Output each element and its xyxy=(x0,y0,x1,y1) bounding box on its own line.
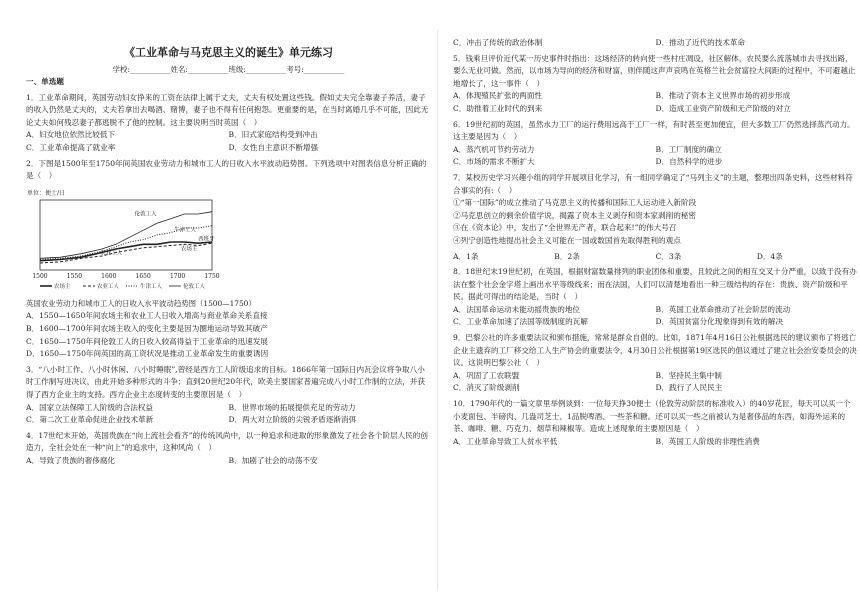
question-block xyxy=(26,430,431,468)
answer-option: D．1650—1750年间英国的高工资状况是推动工业革命发生的重要诱因 xyxy=(26,349,269,359)
answer-option: ④列宁创造性地提出社会主义可能在一国或数国首先取得胜利的观点 xyxy=(453,235,681,245)
answer-option: C．3条 xyxy=(655,251,682,261)
chart-annotation: 农业工人 xyxy=(100,250,123,257)
question-block xyxy=(453,251,858,264)
legend-entry: 农场主 xyxy=(54,283,71,290)
question-block xyxy=(453,53,858,116)
options-group xyxy=(453,251,858,264)
answer-option: D．践行了人民民主 xyxy=(655,383,723,393)
question-stem: 2．下图是1500年至1750年间英国农业劳动力和城市工人的日收入水平波动趋势图。下列选项中对图表信息分析正确的是（ ） xyxy=(26,158,427,181)
options-group xyxy=(453,436,858,449)
question-stem: 3．“八小时工作、八小时休闲、八小时睡眠”,曾经是西方工人阶级追求的目标。1866年第一国际日内瓦会议将争取八小时工作制写进决议，由此开始多种形式的斗争；直到20世纪20年代，欧美主要国家普遍完成八小时工作制的立法，并获得了西方企业主的支持。西方企业主态度转变的主要原因是（ ） xyxy=(26,364,426,399)
answer-option: A．1条 xyxy=(453,251,479,261)
answer-option: C．工业革命提高了就业率 xyxy=(26,142,116,152)
answer-option: B．2条 xyxy=(554,251,580,261)
answer-option: C．第二次工业革命促进企业技术革新 xyxy=(26,415,154,425)
answer-option: D．推动了近代的技术革命 xyxy=(655,38,746,47)
question-stem: 6．19世纪初的英国，虽然水力工厂的运行费用远高于工厂一样，有时甚至更加便宜，但大多数工厂仍然选择蒸汽动力。这主要是因为（ ） xyxy=(453,119,855,142)
answer-option: C．市场的需求不断扩大 xyxy=(453,157,535,167)
answer-option: A．妇女地位依然比较低下 xyxy=(26,130,116,140)
answer-option: C．消灭了阶级剥削 xyxy=(453,383,520,393)
column-divider xyxy=(437,30,438,590)
answer-option: C．1650—1750年间伦敦工人的日收入较高得益于工业革命的迅速发展 xyxy=(26,336,268,346)
answer-option: C．冲击了传统的政治体制 xyxy=(453,38,543,47)
options-group xyxy=(26,402,431,427)
right-column xyxy=(453,0,858,448)
chart-annotation: 伦敦工人 xyxy=(134,211,157,218)
legend-entry: 农业工人 xyxy=(97,283,120,290)
x-tick-label: 1700 xyxy=(169,272,186,280)
answer-option: D．两大对立阶级的尖锐矛盾逐渐消弭 xyxy=(228,415,357,425)
answer-option: A．法国革命运动未能动摇贵族的地位 xyxy=(453,304,580,314)
chart-annotation: 农场主 xyxy=(181,246,198,253)
student-info-line: 学校:___________姓名:___________班级:___________考号:___________ xyxy=(112,65,345,74)
options-group xyxy=(453,304,858,329)
answer-option: A．体现殖民扩张的两面性 xyxy=(453,91,543,101)
answer-option: B．旧式家庭结构受到冲击 xyxy=(228,130,318,140)
legend-entry: 伦敦工人 xyxy=(183,283,206,290)
x-tick-label: 1550 xyxy=(66,272,83,280)
answer-option: B．英国工人阶级的非理性消费 xyxy=(655,436,760,446)
chart-annotation: 西班牙 xyxy=(198,236,215,243)
answer-option: D．英国贫富分化现象得到有效的解决 xyxy=(655,317,784,327)
options-group xyxy=(453,37,858,50)
answer-option: B．英国工业革命推动了社会阶层的流动 xyxy=(655,304,791,314)
answer-option: A．蒸汽机可节约劳动力 xyxy=(453,144,535,154)
answer-option: B．加剧了社会的动荡不安 xyxy=(228,455,318,465)
chart-annotation: 牛津工人 xyxy=(174,227,197,234)
answer-option: A．国家立法保障工人阶级的合法权益 xyxy=(26,402,153,412)
question-block xyxy=(453,266,858,329)
options-group xyxy=(453,370,858,395)
question-stem: 9．巴黎公社的许多重要法议和颁布措施，常常是群众自倡的。比如，1871年4月16日公社根据选民的建议颁布了将逃亡企业主遗弃的工厂移交给工人生产协会的重要法令，4月30日公社根据第19区选民的倡议通过了建立社会治安委员会的决议。这说明巴黎公社（ ） xyxy=(453,333,857,368)
options-group xyxy=(453,197,858,247)
section-heading: 一、单选题 xyxy=(26,77,64,86)
question-block xyxy=(453,398,858,448)
question-stem: 1．工业革命期间，英国劳动妇女挣来的工资在法律上属于丈夫，丈夫有权处置这些钱。假如丈夫完全靠妻子养活，妻子的收入仍然是丈夫的，丈夫若拿出去喝酒、赌博，妻子也不得有任何抱怨。更重要的是，在当时离婚几乎不可能，因此无论丈夫如何残忍妻子都逃脱不了他的控制。这主要说明当时英国（ ） xyxy=(26,92,429,127)
options-group xyxy=(453,90,858,115)
answer-option: A．1550—1650年间农场主和农业工人日收入增高与商业革命关系直接 xyxy=(26,311,268,321)
x-tick-label: 1500 xyxy=(32,272,48,280)
chart-y-label: 单位：便士/日 xyxy=(27,189,66,197)
x-tick-label: 1600 xyxy=(101,272,117,280)
answer-option: ①“第一国际”的成立推动了马克思主义的传播和国际工人运动进入新阶段 xyxy=(453,198,697,208)
answer-option: C．工业革命加速了法国等级制度的瓦解 xyxy=(453,317,588,327)
question-block xyxy=(26,92,431,155)
page-title: 《工业革命与马克思主义的诞生》单元练习 xyxy=(124,46,333,59)
income-trend-chart xyxy=(26,186,220,296)
answer-option: D．造成工业资产阶级和无产阶级的对立 xyxy=(655,103,791,113)
left-question-list xyxy=(26,92,431,468)
question-block xyxy=(453,332,858,395)
question-block xyxy=(26,158,431,361)
chart-caption: 英国农业劳动力和城市工人的日收入水平波动趋势图（1500—1750） xyxy=(26,298,256,308)
answer-option: ②马克思创立的剩余价值学说，揭露了资本主义剥夺和资本家剥削的秘密 xyxy=(453,210,696,220)
answer-option: A．巩固了工农联盟 xyxy=(453,370,520,380)
answer-option: D．自然科学的进步 xyxy=(655,157,723,167)
question-stem: 4．17世纪末开始，英国贵族在“向上流社会看齐”的传统风尚中，以一种追求和进取的形象激发了社会各个阶层人民的创造力，全社会处在一种“向上”的追求中，这种风尚（ ） xyxy=(26,430,428,453)
options-group xyxy=(26,129,431,154)
question-stem: 7．某校历史学习兴趣小组的同学开展项目化学习，有一组同学确定了“马列主义”的主题，整理出四条史料，这些材料符合事实的有:（ ） xyxy=(453,172,853,195)
answer-option: D．4条 xyxy=(756,251,783,261)
answer-option: A．工业革命导致工人贫水平低 xyxy=(453,436,558,446)
answer-option: B．工厂制度的确立 xyxy=(655,144,722,154)
answer-option: B．坚持民主集中制 xyxy=(655,370,722,380)
right-question-list xyxy=(453,37,858,448)
answer-option: ③在《资本论》中，发出了“全世界无产者，联合起来!”的伟大号召 xyxy=(453,223,677,233)
options-group xyxy=(26,310,431,360)
question-block xyxy=(453,119,858,169)
question-block xyxy=(453,172,858,248)
x-tick-label: 1650 xyxy=(135,272,151,280)
answer-option: B．1600—1700年间农场主收入的变化主要是因为圈地运动导致其破产 xyxy=(26,323,268,333)
left-column xyxy=(26,0,431,467)
answer-option: B．世界市场的拓展提供充足的劳动力 xyxy=(228,402,356,412)
question-stem: 5．钱乘旦评价近代某一历史事件时指出：这场经济的转向使一些村庄凋设，社区解体，农民要么流落城市去寻找出路，要么无业可做。然而，以市场为导向的经济和财富，则伴随这声声哀鸣在英格兰社会贫富拉大间距的过程中，不可避越止地增长了，这一事件（ ） xyxy=(453,53,856,88)
options-group xyxy=(453,144,858,169)
answer-option: C．助推着工业时代的到来 xyxy=(453,103,543,113)
options-group xyxy=(26,455,431,468)
question-block xyxy=(26,364,431,427)
question-block xyxy=(453,37,858,50)
question-stem: 8．18世纪末19世纪初，在英国，根据财富数量排列的职业团体和重要，且较此之间的相互交叉十分严重，以致于没有办法在整个社会金字塔上画出水平等级线来；而在法国，人们可以清楚地看出一种三级结构的存在：贵族、资产阶级和平民。据此可得出的结论是，当时（ ） xyxy=(453,267,857,302)
x-tick-label: 1750 xyxy=(204,272,220,280)
chart-container xyxy=(26,186,220,296)
question-stem: 10．1790年代的一篇文章里举例谈到：一位每天挣30便士（伦敦劳动阶层的标准收入）的40岁花匠，每天可以买一个小麦面包、半磅肉、几盎司芝士、1品脱啤酒、一些茶和糖。还可以买一些之前被认为是奢侈品的东西，如海外运来的茶、咖啡、糖、巧克力、烟草和辣椒等。造成上述现象的主要原因是（ ） xyxy=(453,399,851,434)
answer-option: D．女性自主意识不断增强 xyxy=(228,142,319,152)
answer-option: A．导致了贵族的奢侈腐化 xyxy=(26,455,116,465)
answer-option: B．推动了资本主义世界市场的初步形成 xyxy=(655,91,791,101)
legend-entry: 牛津工人 xyxy=(140,283,163,290)
